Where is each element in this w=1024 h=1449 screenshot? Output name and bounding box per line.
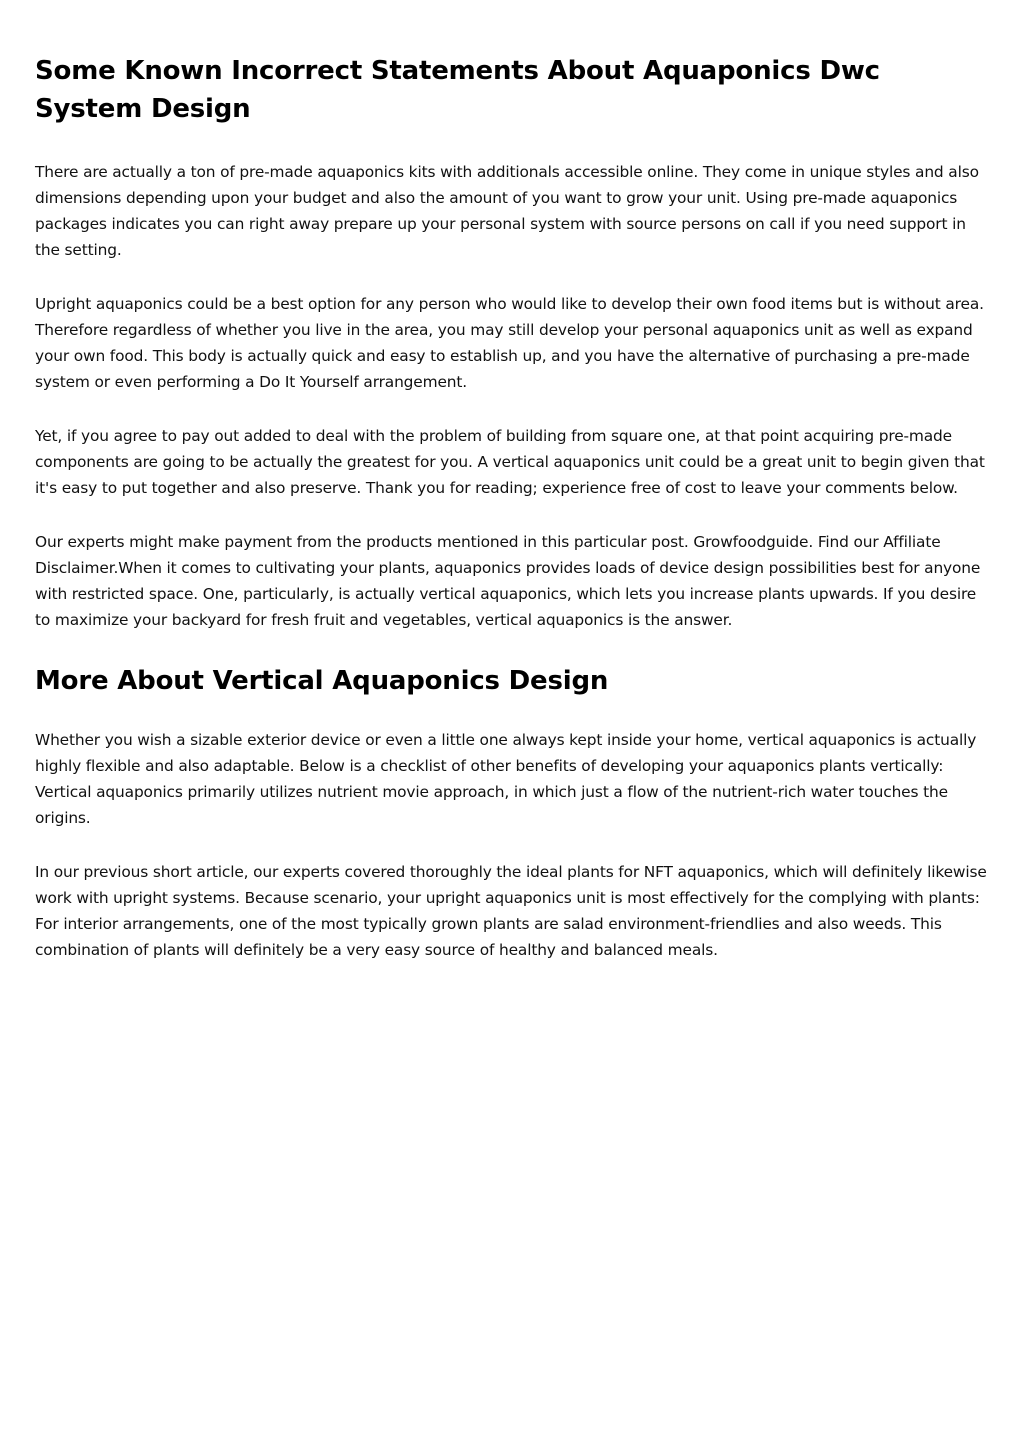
paragraph-6: In our previous short article, our experts covered thoroughly the ideal plants for NFT aquaponics, which will definitely likewise work with upright systems. Because scenario, your upright aquaponics unit is most effectively for the complying with plants: For interior arrangements, one of the most typically grown plants are salad environment-friendlies and also weeds. This combination of plants will definitely be a very easy source of healthy and balanced meals. [35, 863, 987, 959]
section-heading: More About Vertical Aquaponics Design [35, 666, 609, 696]
paragraph-4: Our experts might make payment from the products mentioned in this particular post. Growfoodguide. Find our Affiliate Disclaimer.When it comes to cultivating your plants, aquaponics provides loads of device design possibilities best for anyone with restricted space. One, particularly, is actually vertical aquaponics, which lets you increase plants upwards. If you desire to maximize your backyard for fresh fruit and vegetables, vertical aquaponics is the answer. [35, 533, 981, 629]
article-title: Some Known Incorrect Statements About Aquaponics Dwc System Design [35, 56, 880, 124]
article [35, 52, 995, 963]
section-2 [35, 662, 995, 700]
paragraph-5: Whether you wish a sizable exterior device or even a little one always kept inside your home, vertical aquaponics is actually highly flexible and also adaptable. Below is a checklist of other benefits of developing your aquaponics plants vertically: Vertical aquaponics primarily utilizes nutrient movie approach, in which just a flow of the nutrient-rich water touches the origins. [35, 731, 977, 827]
paragraph-1: There are actually a ton of pre-made aquaponics kits with additionals accessible online. They come in unique styles and also dimensions depending upon your budget and also the amount of you want to grow your unit. Using pre-made aquaponics packages indicates you can right away prepare up your personal system with source persons on call if you need support in the setting. [35, 163, 979, 259]
paragraph-3: Yet, if you agree to pay out added to deal with the problem of building from square one, at that point acquiring pre-made components are going to be actually the greatest for you. A vertical aquaponics unit could be a great unit to begin given that it's easy to put together and also preserve. Thank you for reading; experience free of cost to leave your comments below. [35, 427, 985, 497]
paragraph-2: Upright aquaponics could be a best option for any person who would like to develop their own food items but is without area. Therefore regardless of whether you live in the area, you may still develop your personal aquaponics unit as well as expand your own food. This body is actually quick and easy to establish up, and you have the alternative of purchasing a pre-made system or even performing a Do It Yourself arrangement. [35, 295, 984, 391]
